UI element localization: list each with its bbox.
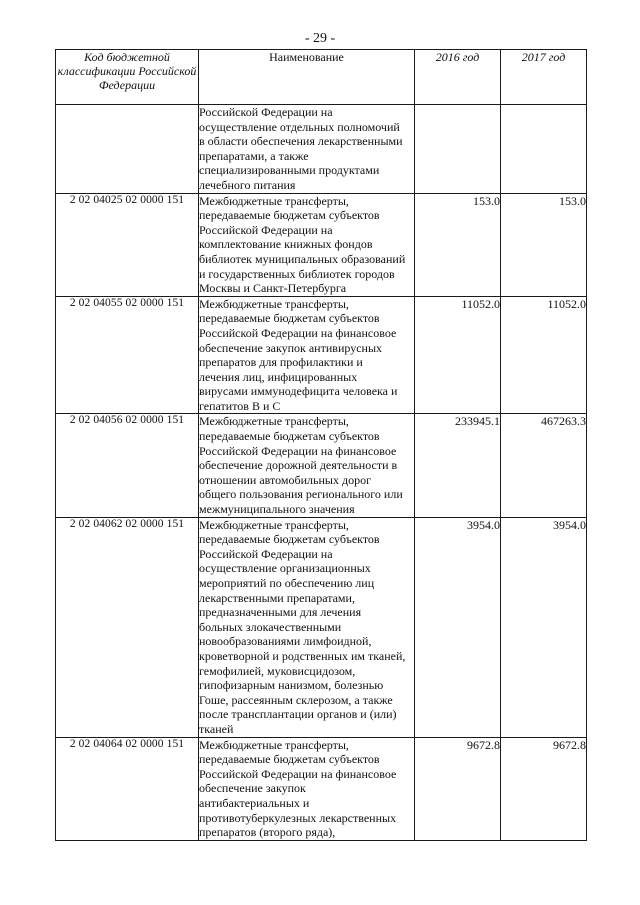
- table-row: [56, 737, 587, 840]
- table-row: [56, 414, 587, 517]
- row-value-2016: 11052.0: [415, 296, 501, 414]
- row-value-2017: [501, 105, 587, 194]
- row-name: Российской Федерации на осуществление отдельных полномочий в области обеспечения лекарственными препаратами, а также специализированными продуктами лечебного питания: [199, 105, 415, 194]
- row-value-2016: 3954.0: [415, 517, 501, 737]
- row-name: Межбюджетные трансферты, передаваемые бюджетам субъектов Российской Федерации на финансовое обеспечение дорожной деятельности в отношении автомобильных дорог общего пользования регионального или межмуниципального значения: [199, 414, 415, 517]
- row-value-2017: 467263.3: [501, 414, 587, 517]
- table-header-row: [56, 50, 587, 105]
- row-code: 2 02 04062 02 0000 151: [56, 517, 199, 737]
- table-row: [56, 296, 587, 414]
- row-code: [56, 105, 199, 194]
- table-row: [56, 193, 587, 296]
- table-row: [56, 517, 587, 737]
- row-value-2016: 153.0: [415, 193, 501, 296]
- row-value-2016: 9672.8: [415, 737, 501, 840]
- row-value-2017: 3954.0: [501, 517, 587, 737]
- row-value-2017: 11052.0: [501, 296, 587, 414]
- table-row: [56, 105, 587, 194]
- row-code: 2 02 04055 02 0000 151: [56, 296, 199, 414]
- row-value-2016: 233945.1: [415, 414, 501, 517]
- row-code: 2 02 04064 02 0000 151: [56, 737, 199, 840]
- row-name: Межбюджетные трансферты, передаваемые бюджетам субъектов Российской Федерации на осуществление организационных мероприятий по обеспечению лиц лекарственными препаратами, предназначенными для лечения больных злокачественными новообразованиями лимфоидной, кроветворной и родственных им тканей, гемофилией, муковисцидозом, гипофизарным нанизмом, болезнью Гоше, рассеянным склерозом, а также после трансплантации органов и (или) тканей: [199, 517, 415, 737]
- header-2017: 2017 год: [501, 50, 587, 105]
- budget-table: [55, 49, 587, 841]
- row-value-2016: [415, 105, 501, 194]
- header-code: Код бюджетной классификации Российской Федерации: [56, 50, 199, 105]
- row-code: 2 02 04056 02 0000 151: [56, 414, 199, 517]
- row-name: Межбюджетные трансферты, передаваемые бюджетам субъектов Российской Федерации на комплектование книжных фондов библиотек муниципальных образований и государственных библиотек городов Москвы и Санкт-Петербурга: [199, 193, 415, 296]
- row-value-2017: 153.0: [501, 193, 587, 296]
- header-name: Наименование: [199, 50, 415, 105]
- page-number: - 29 -: [304, 31, 336, 46]
- row-name: Межбюджетные трансферты, передаваемые бюджетам субъектов Российской Федерации на финансовое обеспечение закупок антибактериальных и противотуберкулезных лекарственных препаратов (второго ряда),: [199, 737, 415, 840]
- row-name: Межбюджетные трансферты, передаваемые бюджетам субъектов Российской Федерации на финансовое обеспечение закупок антивирусных препаратов для профилактики и лечения лиц, инфицированных вирусами иммунодефицита человека и гепатитов В и С: [199, 296, 415, 414]
- row-code: 2 02 04025 02 0000 151: [56, 193, 199, 296]
- header-2016: 2016 год: [415, 50, 501, 105]
- row-value-2017: 9672.8: [501, 737, 587, 840]
